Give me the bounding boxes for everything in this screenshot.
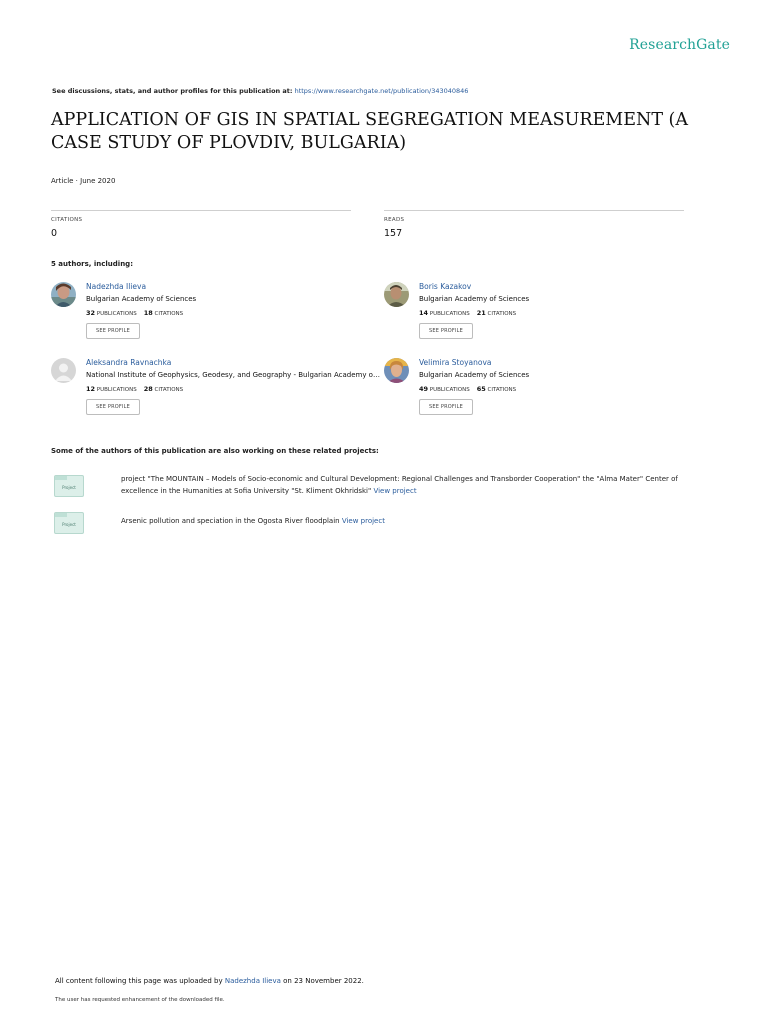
author-avatar[interactable] bbox=[384, 282, 409, 307]
project-item bbox=[121, 473, 696, 497]
citations-label: CITATIONS bbox=[487, 311, 517, 317]
citations-count: 18 bbox=[143, 309, 153, 317]
project-thumb-label: Project bbox=[62, 485, 76, 490]
projects-heading: Some of the authors of this publication are also working on these related projects: bbox=[51, 447, 379, 455]
upload-suffix: on 23 November 2022. bbox=[283, 977, 364, 985]
discussion-line bbox=[52, 87, 468, 95]
publication-link[interactable]: https://www.researchgate.net/publication/343040846 bbox=[294, 87, 469, 95]
project-thumbnail[interactable] bbox=[54, 512, 84, 534]
author-name[interactable]: Aleksandra Ravnachka bbox=[86, 358, 172, 367]
publications-label: PUBLICATIONS bbox=[429, 387, 470, 393]
reads-label: READS bbox=[384, 217, 405, 223]
publication-title: APPLICATION OF GIS IN SPATIAL SEGREGATION MEASUREMENT (A CASE STUDY OF PLOVDIV, BULGARIA) bbox=[51, 110, 689, 153]
author-card bbox=[51, 358, 380, 428]
citations-label: CITATIONS bbox=[154, 311, 184, 317]
author-affiliation: National Institute of Geophysics, Geodesy, and Geography - Bulgarian Academy o… bbox=[86, 371, 380, 379]
project-thumb-label: Project bbox=[62, 522, 76, 527]
authors-heading: 5 authors, including: bbox=[51, 260, 133, 268]
citations-label: CITATIONS bbox=[51, 217, 83, 223]
publication-meta: Article · June 2020 bbox=[51, 177, 116, 185]
author-card bbox=[51, 282, 371, 352]
folder-icon bbox=[55, 513, 67, 517]
publications-count: 49 bbox=[419, 385, 429, 393]
citations-count: 28 bbox=[143, 385, 153, 393]
researchgate-logo[interactable]: ResearchGate bbox=[629, 37, 730, 53]
author-stats bbox=[86, 309, 183, 317]
uploader-link[interactable]: Nadezhda Ilieva bbox=[224, 977, 281, 985]
project-text: Arsenic pollution and speciation in the Ogosta River floodplain bbox=[121, 517, 340, 525]
author-stats bbox=[419, 385, 516, 393]
see-profile-button[interactable]: SEE PROFILE bbox=[419, 323, 473, 339]
upload-note bbox=[55, 977, 364, 985]
citations-value: 0 bbox=[51, 228, 58, 239]
author-affiliation: Bulgarian Academy of Sciences bbox=[86, 295, 197, 303]
author-avatar[interactable] bbox=[51, 282, 76, 307]
citations-count: 65 bbox=[476, 385, 486, 393]
author-card bbox=[384, 358, 704, 428]
author-stats bbox=[419, 309, 516, 317]
author-name[interactable]: Boris Kazakov bbox=[419, 282, 472, 291]
discussion-label: See discussions, stats, and author profiles for this publication at: bbox=[52, 87, 293, 95]
project-thumbnail[interactable] bbox=[54, 475, 84, 497]
author-avatar[interactable] bbox=[51, 358, 76, 383]
upload-prefix: All content following this page was uploaded by bbox=[55, 977, 223, 985]
citations-label: CITATIONS bbox=[154, 387, 184, 393]
view-project-link[interactable]: View project bbox=[341, 517, 385, 525]
author-name[interactable]: Nadezhda Ilieva bbox=[86, 282, 147, 291]
see-profile-button[interactable]: SEE PROFILE bbox=[86, 399, 140, 415]
see-profile-button[interactable]: SEE PROFILE bbox=[419, 399, 473, 415]
reads-value: 157 bbox=[384, 228, 403, 239]
publications-count: 14 bbox=[419, 309, 429, 317]
author-avatar[interactable] bbox=[384, 358, 409, 383]
project-item bbox=[121, 515, 696, 527]
see-profile-button[interactable]: SEE PROFILE bbox=[86, 323, 140, 339]
publications-count: 32 bbox=[86, 309, 96, 317]
project-text: project "The MOUNTAIN – Models of Socio-economic and Cultural Development: Regional Challenges and Transborder Cooperation" the "Alma Mater" Center of excellence in the Humanities at Sofia University "St. Kliment Okhridski" bbox=[121, 475, 678, 495]
author-affiliation: Bulgarian Academy of Sciences bbox=[419, 371, 530, 379]
reads-divider bbox=[384, 210, 684, 211]
folder-icon bbox=[55, 476, 67, 480]
publications-label: PUBLICATIONS bbox=[96, 387, 137, 393]
enhancement-note: The user has requested enhancement of the downloaded file. bbox=[55, 997, 225, 1003]
citations-count: 21 bbox=[476, 309, 486, 317]
publications-label: PUBLICATIONS bbox=[429, 311, 470, 317]
author-name[interactable]: Velimira Stoyanova bbox=[419, 358, 492, 367]
author-stats bbox=[86, 385, 183, 393]
author-card bbox=[384, 282, 704, 352]
citations-divider bbox=[51, 210, 351, 211]
publications-count: 12 bbox=[86, 385, 96, 393]
citations-label: CITATIONS bbox=[487, 387, 517, 393]
publications-label: PUBLICATIONS bbox=[96, 311, 137, 317]
view-project-link[interactable]: View project bbox=[373, 487, 417, 495]
author-affiliation: Bulgarian Academy of Sciences bbox=[419, 295, 530, 303]
